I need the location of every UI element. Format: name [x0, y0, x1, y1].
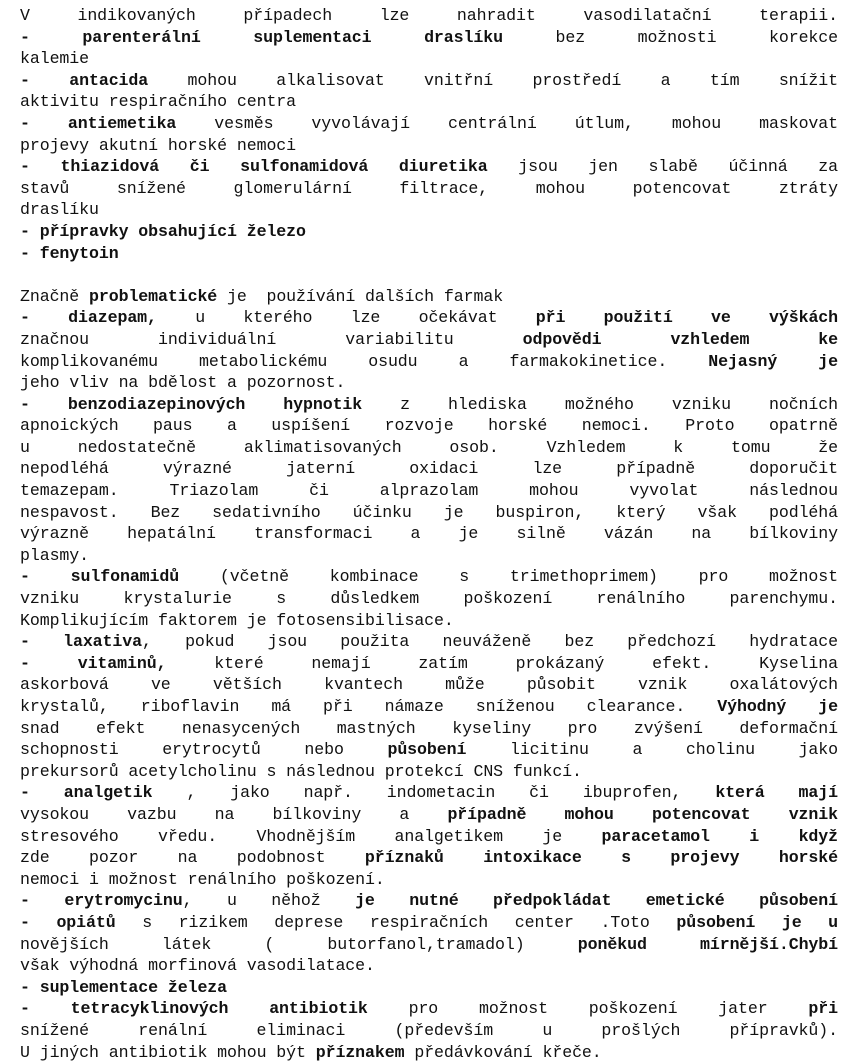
- text-segment: schopnosti erytrocytů nebo: [20, 740, 387, 759]
- text-line: [20, 502, 838, 524]
- text-segment: bez možnosti korekce: [503, 28, 838, 47]
- text-line: [20, 1042, 838, 1063]
- text-line: [20, 221, 838, 243]
- text-segment: Komplikujícím faktorem je fotosensibilisace.: [20, 611, 454, 630]
- text-segment: askorbová ve větších kvantech může působit vznik oxalátových: [20, 675, 838, 694]
- blank-line: [20, 264, 838, 286]
- text-line: [20, 761, 838, 783]
- bold-text-segment: - antiemetika: [20, 114, 176, 133]
- bold-text-segment: - diazepam,: [20, 308, 157, 327]
- text-line: [20, 415, 838, 437]
- text-segment: nespavost. Bez sedativního účinku je buspiron, který však podléhá: [20, 503, 838, 522]
- bold-text-segment: příznakem: [316, 1043, 405, 1062]
- text-segment: , pokud jsou použita neuváženě bez předchozí hydratace: [142, 632, 838, 651]
- text-line: [20, 977, 838, 999]
- bold-text-segment: - přípravky obsahující železo: [20, 222, 306, 241]
- text-segment: (včetně kombinace s trimethoprimem) pro možnost: [179, 567, 838, 586]
- text-segment: apnoických paus a uspíšení rozvoje horské nemoci. Proto opatrně: [20, 416, 838, 435]
- text-segment: předávkování křeče.: [404, 1043, 601, 1062]
- text-segment: u kterého lze očekávat: [157, 308, 536, 327]
- text-line: [20, 566, 838, 588]
- text-line: [20, 372, 838, 394]
- text-line: [20, 545, 838, 567]
- text-line: [20, 631, 838, 653]
- document-page: [20, 5, 838, 1063]
- bold-text-segment: - opiátů: [20, 913, 116, 932]
- text-line: [20, 113, 838, 135]
- text-segment: zde pozor na podobnost: [20, 848, 365, 867]
- text-segment: prekursorů acetylcholinu s následnou protekcí CNS funkcí.: [20, 762, 582, 781]
- bold-text-segment: při: [808, 999, 838, 1018]
- bold-text-segment: při použití ve výškách: [536, 308, 838, 327]
- text-line: [20, 48, 838, 70]
- bold-text-segment: - sulfonamidů: [20, 567, 179, 586]
- text-segment: nepodléhá výrazné jaterní oxidaci lze případně doporučit: [20, 459, 838, 478]
- text-line: [20, 588, 838, 610]
- text-line: [20, 243, 838, 265]
- text-segment: kalemie: [20, 49, 89, 68]
- text-line: [20, 480, 838, 502]
- text-segment: vesměs vyvolávají centrální útlum, mohou maskovat: [176, 114, 838, 133]
- bold-text-segment: případně mohou potencovat vznik: [447, 805, 838, 824]
- text-segment: je používání dalších farmak: [217, 287, 503, 306]
- bold-text-segment: působení je u: [676, 913, 838, 932]
- bold-text-segment: - parenterální suplementaci draslíku: [20, 28, 503, 47]
- text-line: [20, 739, 838, 761]
- text-line: [20, 869, 838, 891]
- bold-text-segment: - laxativa: [20, 632, 142, 651]
- text-segment: nemoci i možnost renálního poškození.: [20, 870, 385, 889]
- text-segment: komplikovanému metabolickému osudu a farmakokinetice.: [20, 352, 708, 371]
- text-line: [20, 523, 838, 545]
- text-segment: jeho vliv na bdělost a pozornost.: [20, 373, 345, 392]
- text-segment: stresového vředu. Vhodnějším analgetikem je: [20, 827, 601, 846]
- bold-text-segment: - analgetik: [20, 783, 153, 802]
- bold-text-segment: je nutné předpokládat emetické působení: [355, 891, 838, 910]
- text-segment: licitinu a cholinu jako: [466, 740, 838, 759]
- bold-text-segment: paracetamol i když: [601, 827, 838, 846]
- text-line: [20, 156, 838, 178]
- text-line: [20, 307, 838, 329]
- text-line: [20, 5, 838, 27]
- text-segment: snad efekt nenasycených mastných kyseliny pro zvýšení deformační: [20, 719, 838, 738]
- text-segment: pro možnost poškození jater: [368, 999, 809, 1018]
- text-segment: s rizikem deprese respiračních center .Toto: [116, 913, 677, 932]
- text-segment: draslíku: [20, 200, 99, 219]
- text-line: [20, 696, 838, 718]
- text-segment: u nedostatečně aklimatisovaných osob. Vzhledem k tomu že: [20, 438, 838, 457]
- text-line: [20, 329, 838, 351]
- bold-text-segment: odpovědi vzhledem ke: [523, 330, 838, 349]
- text-line: [20, 674, 838, 696]
- bold-text-segment: poněkud mírnější.Chybí: [578, 935, 838, 954]
- text-segment: novějších látek ( butorfanol,tramadol): [20, 935, 578, 954]
- text-segment: , jako např. indometacin či ibuprofen,: [153, 783, 716, 802]
- text-line: [20, 890, 838, 912]
- bold-text-segment: - suplementace železa: [20, 978, 227, 997]
- text-segment: značnou individuální variabilitu: [20, 330, 523, 349]
- text-line: [20, 610, 838, 632]
- text-line: [20, 826, 838, 848]
- bold-text-segment: - fenytoin: [20, 244, 119, 263]
- text-line: [20, 998, 838, 1020]
- text-segment: snížené renální eliminaci (především u prošlých přípravků).: [20, 1021, 838, 1040]
- text-line: [20, 178, 838, 200]
- text-segment: výrazně hepatální transformaci a je silně vázán na bílkoviny: [20, 524, 838, 543]
- text-line: [20, 351, 838, 373]
- bold-text-segment: příznaků intoxikace s projevy horské: [365, 848, 838, 867]
- text-line: [20, 912, 838, 934]
- text-line: [20, 91, 838, 113]
- text-segment: , u něhož: [183, 891, 355, 910]
- text-segment: z hlediska možného vzniku nočních: [362, 395, 838, 414]
- bold-text-segment: - thiazidová či sulfonamidová diuretika: [20, 157, 488, 176]
- bold-text-segment: Výhodný je: [717, 697, 838, 716]
- bold-text-segment: Nejasný je: [708, 352, 838, 371]
- text-segment: plasmy.: [20, 546, 89, 565]
- text-segment: projevy akutní horské nemoci: [20, 136, 296, 155]
- bold-text-segment: - tetracyklinových antibiotik: [20, 999, 368, 1018]
- text-line: [20, 135, 838, 157]
- bold-text-segment: působení: [387, 740, 466, 759]
- text-line: [20, 718, 838, 740]
- text-segment: mohou alkalisovat vnitřní prostředí a tím snížit: [148, 71, 838, 90]
- text-segment: Značně: [20, 287, 89, 306]
- text-line: [20, 955, 838, 977]
- text-segment: aktivitu respiračního centra: [20, 92, 296, 111]
- text-line: [20, 394, 838, 416]
- text-line: [20, 934, 838, 956]
- text-line: [20, 437, 838, 459]
- text-line: [20, 1020, 838, 1042]
- text-segment: vysokou vazbu na bílkoviny a: [20, 805, 447, 824]
- text-segment: krystalů, riboflavin má při námaze sníženou clearance.: [20, 697, 717, 716]
- text-segment: stavů snížené glomerulární filtrace, mohou potencovat ztráty: [20, 179, 838, 198]
- text-line: [20, 199, 838, 221]
- text-line: [20, 653, 838, 675]
- text-segment: temazepam. Triazolam či alprazolam mohou vyvolat následnou: [20, 481, 838, 500]
- text-line: [20, 458, 838, 480]
- bold-text-segment: - benzodiazepinových hypnotik: [20, 395, 362, 414]
- text-line: [20, 27, 838, 49]
- text-segment: V indikovaných případech lze nahradit vasodilatační terapii.: [20, 6, 838, 25]
- text-line: [20, 782, 838, 804]
- bold-text-segment: problematické: [89, 287, 217, 306]
- bold-text-segment: která mají: [715, 783, 838, 802]
- bold-text-segment: - vitaminů,: [20, 654, 166, 673]
- text-segment: jsou jen slabě účinná za: [488, 157, 838, 176]
- text-segment: však výhodná morfinová vasodilatace.: [20, 956, 375, 975]
- text-line: [20, 286, 838, 308]
- text-segment: které nemají zatím prokázaný efekt. Kyselina: [166, 654, 838, 673]
- bold-text-segment: - antacida: [20, 71, 148, 90]
- text-line: [20, 70, 838, 92]
- bold-text-segment: - erytromycinu: [20, 891, 183, 910]
- text-line: [20, 847, 838, 869]
- text-line: [20, 804, 838, 826]
- text-segment: vzniku krystalurie s důsledkem poškození renálního parenchymu.: [20, 589, 838, 608]
- text-segment: U jiných antibiotik mohou být: [20, 1043, 316, 1062]
